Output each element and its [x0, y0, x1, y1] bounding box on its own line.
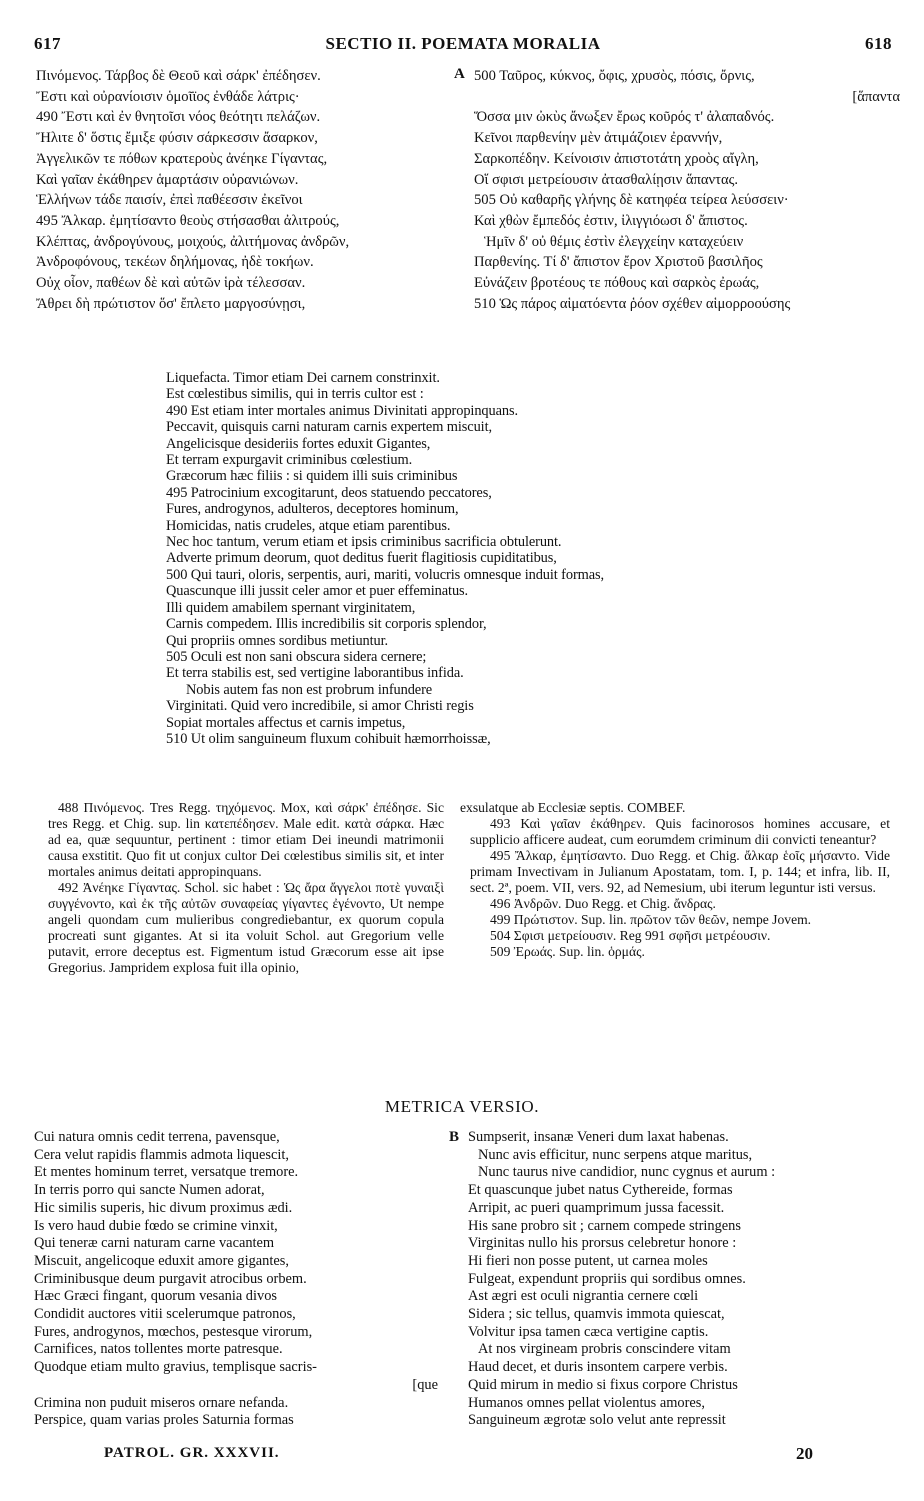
greek-verse-line: Ἤλιτε δ' ὅστις ἔμιξε φύσιν σάρκεσσιν ἄσαρκον, — [36, 130, 318, 147]
metrical-verse-line: Arripit, ac pueri quamprimum jussa facessit. — [468, 1199, 725, 1216]
notes-right-column — [460, 800, 890, 960]
metrical-verse-line: Perspice, quam varias proles Saturnia formas — [34, 1412, 294, 1429]
left-page-number: 617 — [34, 34, 61, 53]
metrical-verse-line: Et quascunque jubet natus Cythereide, formas — [468, 1182, 733, 1199]
greek-verse-line: 500 Ταῦρος, κύκνος, ὄφις, χρυσὸς, πόσις, ὄρνις, — [474, 68, 755, 84]
metrical-verse-line: Fulgeat, expendunt propriis qui sordibus omnes. — [468, 1270, 746, 1287]
metrical-verse-line: Carnifices, natos tollentes morte patresque. — [34, 1341, 283, 1358]
greek-verse-line: Πινόμενος. Τάρβος δὲ Θεοῦ καὶ σάρκ' ἐπέδησεν. — [36, 68, 321, 84]
greek-verse-line: 505 Οὐ καθαρῆς γλήνης δὲ κατηφέα τείρεα λεύσσειν· — [474, 192, 789, 209]
column-marker-b: B — [449, 1129, 460, 1145]
latin-prose-line: Græcorum hæc filiis : si quidem illi suis criminibus — [166, 468, 458, 485]
latin-prose-line: Qui propriis omnes sordibus metiuntur. — [166, 632, 389, 649]
metrical-verse-line: Hi fieri non posse putent, ut carnea moles — [468, 1252, 708, 1269]
greek-verse-line: Κλέπτας, ἀνδρογύνους, μοιχούς, ἀλιτήμονας ἀνδρῶν, — [36, 233, 350, 250]
greek-verse-line: Ἡμῖν δ' οὐ θέμις ἐστὶν ἐλεγχείην καταχεύειν — [484, 233, 744, 250]
greek-verse-line: [ἅπαντα — [852, 88, 900, 105]
metrical-verse-line: Virginitas nullo his prorsus celebretur honore : — [468, 1235, 737, 1252]
metrical-verse-line: Haud decet, et duris insontem carpere verbis. — [468, 1359, 728, 1376]
latin-prose-line: 510 Ut olim sanguineum fluxum cohibuit hæmorrhoissæ, — [166, 730, 491, 747]
note-paragraph: 509 Ἐρωάς. Sup. lin. ὁρμάς. — [490, 944, 645, 960]
running-header — [34, 34, 892, 58]
metrical-verse-line: Hic similis superis, hic divum proximus ædi. — [34, 1199, 293, 1216]
note-paragraph: 492 Ἀνέηκε Γίγαντας. Schol. sic habet : Ὡς ἄρα ἄγγελοι ποτὲ γυναιξὶ συγγένοντο, καὶ ἐκ τῆς αὐτῶν συναφείας γίγαντες ἐγένοντο, Ut nempe angeli quondam cum mulieribus congrediebantur, ex quorum copula procreati sunt gigantes. At si ita voluit Schol. aut Gregorium velle putavit, errore deceptus est. Figmentum istud Græcorum esse ait ipse Gregorius. Jampridem explosa fuit illa opinio, — [48, 880, 444, 976]
latin-prose-line: Illi quidem amabilem spernant virginitatem, — [166, 599, 416, 616]
greek-verse-line: Ἑλλήνων τάδε παισίν, ἐπεὶ παθέεσσιν ἐκεῖνοι — [36, 192, 303, 209]
metrical-verse-line: His sane probro sit ; carnem compede stringens — [468, 1217, 741, 1234]
note-paragraph: 488 Πινόμενος. Tres Regg. τηχόμενος. Mox, καὶ σάρκ' ἐπέδησε. Sic tres Regg. et Chig. sup. lin κατεπέδησεν. Male edit. κατὰ σάρκα. Hæc ad ea, quæ sequuntur, pertinent : timor etiam Dei ineundi matrimonii causa exstitit. Quo fit ut conjux cultor Dei cœlestibus similis sit, et inter mortales animus deitati appropinquans. — [48, 800, 444, 880]
latin-prose-line: Homicidas, natis crudeles, atque etiam parentibus. — [166, 517, 451, 534]
metrical-verse-line: Nunc avis efficitur, nunc serpens atque maritus, — [478, 1146, 753, 1163]
latin-prose-line: Quascunque illi jussit celer amor et puer effeminatus. — [166, 583, 469, 600]
latin-prose-line: Adverte primum deorum, quot deditus fuerit flagitiosis cupiditatibus, — [166, 550, 557, 567]
metrical-verse-line: Nunc taurus nive candidior, nunc cygnus et aurum : — [478, 1164, 776, 1181]
metrical-verse-line: Cera velut rapidis flammis admota liquescit, — [34, 1146, 289, 1163]
metrical-verse-line: Is vero haud dubie fœdo se crimine vinxit, — [34, 1217, 278, 1234]
metrical-verse-line: In terris porro qui sancte Numen adorat, — [34, 1182, 265, 1199]
latin-prose-line: 500 Qui tauri, oloris, serpentis, auri, mariti, volucris omnesque induit formas, — [166, 566, 605, 583]
notes-left-column — [48, 800, 444, 977]
metrical-verse-line: Criminibusque deum purgavit atrocibus orbem. — [34, 1270, 307, 1287]
greek-verse-line: 495 Ἄλκαρ. ἐμητίσαντο θεοὺς στήσασθαι ἀλιτρούς, — [36, 212, 340, 229]
metrical-verse-line: Quid mirum in medio si fixus corpore Christus — [468, 1376, 738, 1393]
metrical-verse-line: Sumpserit, insanæ Veneri dum laxat habenas. — [468, 1129, 729, 1145]
metrical-verse-line: Volvitur ipsa tamen cæca vertigine captis. — [468, 1323, 709, 1340]
note-paragraph: 495 Ἄλκαρ, ἐμητίσαντο. Duo Regg. et Chig. ἄλκαρ ἑοῖς μήσαντο. Vide primam Invectivam in Julianum Apostatam, tom. I, p. 144; et infra, lib. II, sect. 2ª, poem. VII, vers. 92, ad Nemesium, ubi iterum leguntur isti versus. — [470, 848, 890, 896]
metrical-verse-line: [que — [412, 1376, 438, 1393]
latin-prose-line: Est cœlestibus similis, qui in terris cultor est : — [166, 386, 424, 403]
running-title: SECTIO II. POEMATA MORALIA — [325, 34, 601, 53]
latin-prose-line: 490 Est etiam inter mortales animus Divinitati appropinquans. — [166, 402, 519, 419]
latin-prose-line: Nec hoc tantum, verum etiam et ipsis criminibus sacrificia obtulerunt. — [166, 534, 562, 551]
metrical-verse-line: Quodque etiam multo gravius, templisque sacris- — [34, 1359, 317, 1376]
metrica-versio-heading: METRICA VERSIO. — [384, 1097, 540, 1116]
greek-verse-line: Ἀνδροφόνους, τεκέων δηλήμονας, ἠδὲ τοκήων. — [36, 254, 314, 271]
metrical-verse-line: Sidera ; sic tellus, quamvis immota quiescat, — [468, 1306, 725, 1323]
metrical-verse-right — [468, 1129, 898, 1430]
greek-verse-line: Καὶ χθὼν ἔμπεδός ἐστιν, ἰλιγγιόωσι δ' ἄπιστος. — [474, 212, 748, 229]
metrical-verse-line: Et mentes hominum terret, versatque tremore. — [34, 1164, 299, 1181]
metrical-verse-left — [34, 1129, 438, 1430]
latin-prose-line: Et terra stabilis est, sed vertigine laborantibus infida. — [166, 665, 464, 682]
greek-verse-line: 510 Ὡς πάρος αἱματόεντα ῥόον σχέθεν αἱμορροούσης — [474, 295, 791, 312]
metrical-verse-line: Sanguineum ægrotæ solo velut ante repressit — [468, 1412, 726, 1429]
latin-prose-line: Carnis compedem. Illis incredibilis sit corporis splendor, — [166, 616, 487, 633]
greek-verse-line: Παρθενίης. Τί δ' ἄπιστον ἔρον Χριστοῦ βασιλῆος — [474, 254, 763, 271]
metrical-verse-line: Ast ægri est oculi nigrantia cernere cœli — [468, 1288, 699, 1305]
footer-page-number: 20 — [796, 1444, 813, 1463]
latin-prose-line: 495 Patrocinium excogitarunt, deos statuendo peccatores, — [166, 484, 492, 501]
greek-verse-line: Καὶ γαῖαν ἐκάθηρεν ἁμαρτάσιν οὐρανιώνων. — [36, 171, 299, 188]
note-paragraph: 496 Ἀνδρῶν. Duo Regg. et Chig. ἄνδρας. — [490, 896, 716, 912]
greek-verse-line: Οὐχ οἷον, παθέων δὲ καὶ αὐτῶν ἱρὰ τέλεσσαν. — [36, 275, 306, 292]
greek-verse-line: Ἄθρει δὴ πρώτιστον ὅσ' ἔπλετο μαργοσύνῃσι, — [36, 295, 306, 312]
metrical-verse-line: Miscuit, angelicoque eduxit amore gigantes, — [34, 1252, 289, 1269]
column-marker-a: A — [454, 66, 465, 82]
metrical-verse-line: At nos virgineam probris conscindere vitam — [478, 1341, 731, 1358]
note-paragraph: 499 Πρώτιστον. Sup. lin. πρῶτον τῶν θεῶν, nempe Jovem. — [490, 912, 812, 928]
greek-verse-line: Σαρκοπέδην. Κείνοισιν ἀπιστοτάτη χροὸς αἴγλη, — [474, 150, 759, 167]
greek-text-left — [36, 66, 446, 314]
metrical-verse-line: Humanos omnes pellat violentus amores, — [468, 1394, 706, 1411]
latin-translation — [166, 370, 786, 747]
greek-text-right — [474, 66, 900, 314]
metrical-verse-line: Hæc Græci fingant, quorum vesania divos — [34, 1288, 277, 1305]
greek-verse-line: Ἔστι καὶ οὐρανίοισιν ὁμοῖϊος ἐνθάδε λάτρις· — [36, 88, 300, 105]
latin-prose-line: Virginitati. Quid vero incredibile, si amor Christi regis — [166, 698, 474, 715]
latin-prose-line: Peccavit, quisquis carni naturam carnis expertem miscuit, — [166, 419, 492, 436]
note-paragraph: exsulatque ab Ecclesiæ septis. COMBEF. — [460, 800, 686, 815]
latin-prose-line: Et terram expurgavit criminibus cœlestium. — [166, 452, 413, 469]
metrical-verse-line: Cui natura omnis cedit terrena, pavensque, — [34, 1129, 280, 1145]
metrical-verse-line: Fures, androgynos, mœchos, pestesque virorum, — [34, 1323, 313, 1340]
right-page-number: 618 — [865, 34, 892, 53]
latin-prose-line: Liquefacta. Timor etiam Dei carnem constrinxit. — [166, 370, 440, 386]
metrical-verse-line: Condidit auctores vitii scelerumque patronos, — [34, 1306, 296, 1323]
note-paragraph: 493 Καὶ γαῖαν ἐκάθηρεν. Quis facinorosos homines accusare, et supplicio afficere audeat, cum eorumdem criminum dii convicti teneantur? — [470, 816, 890, 848]
greek-verse-line: Εὐνάζειν βροτέους τε πόθους καὶ σαρκὸς ἐρωάς, — [474, 275, 760, 292]
latin-prose-line: 505 Oculi est non sani obscura sidera cernere; — [166, 648, 427, 665]
metrical-verse-line: Crimina non puduit miseros ornare nefanda. — [34, 1394, 289, 1411]
greek-verse-line: 490 Ἔστι καὶ ἐν θνητοῖσι νόος θεότητι πελάζων. — [36, 109, 321, 126]
greek-verse-line: Οἵ σφισι μετρείουσιν ἀτασθαλίῃσιν ἅπαντας. — [474, 171, 739, 188]
greek-verse-line: Κεῖνοι παρθενίην μὲν ἀτιμάζοιεν ἐραννήν, — [474, 130, 723, 147]
latin-prose-line: Nobis autem fas non est probrum infundere — [186, 681, 433, 698]
latin-prose-line: Angelicisque desideriis fortes eduxit Gigantes, — [166, 435, 431, 452]
metrical-verse-line: Qui teneræ carni naturam carne vacantem — [34, 1235, 275, 1252]
greek-verse-line: Ὅσσα μιν ὠκὺς ἄνωξεν ἔρως κοῦρός τ' ἀλαπαδνός. — [474, 109, 775, 126]
latin-prose-line: Sopiat mortales affectus et carnis impetus, — [166, 714, 406, 731]
latin-prose-line: Fures, androgynos, adulteros, deceptores hominum, — [166, 501, 459, 518]
signature-mark: PATROL. GR. XXXVII. — [104, 1445, 280, 1461]
note-paragraph: 504 Σφισι μετρείουσιν. Reg 991 σφῆσι μετρέουσιν. — [490, 928, 771, 944]
greek-verse-line: Ἀγγελικῶν τε πόθων κρατεροὺς ἀνέηκε Γίγαντας, — [36, 150, 328, 167]
